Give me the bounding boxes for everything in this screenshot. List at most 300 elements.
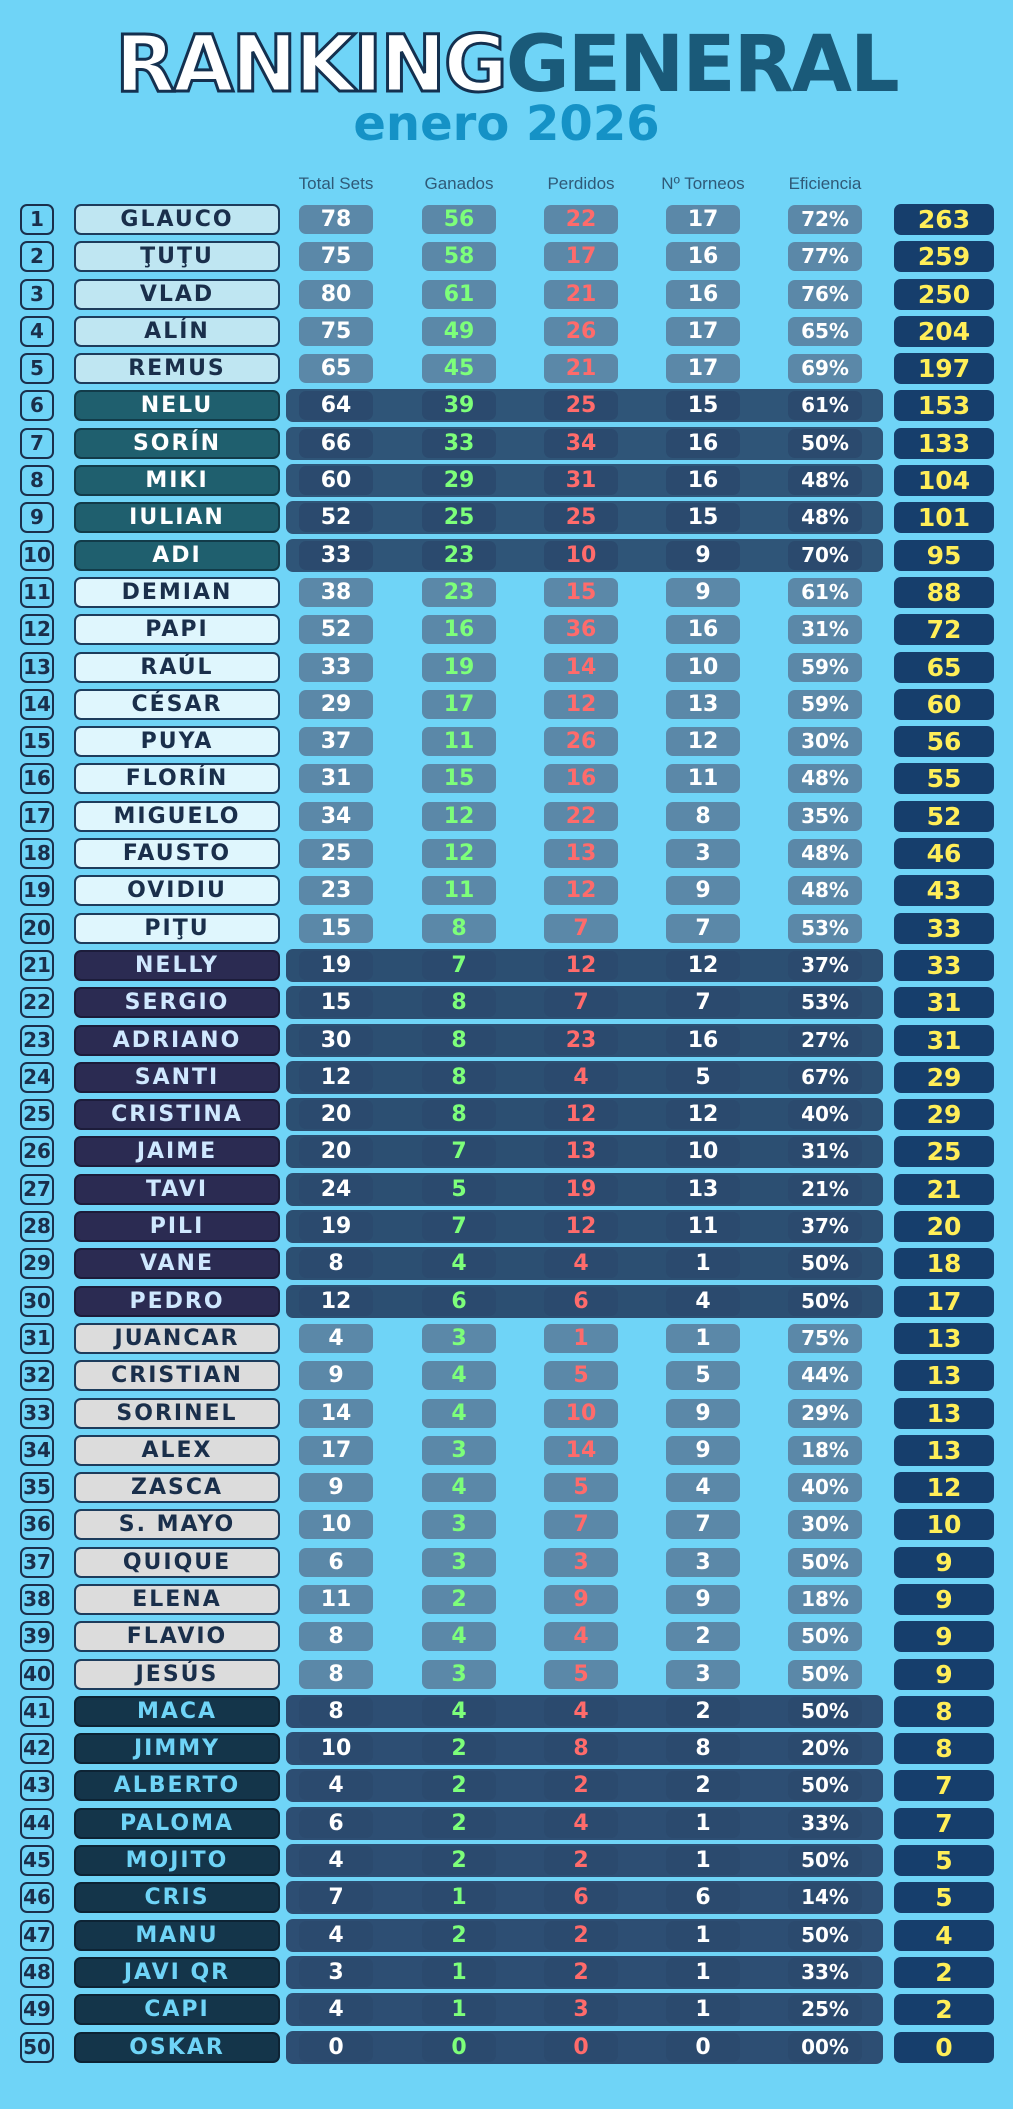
efficiency-cell: 53%	[788, 914, 862, 943]
table-row	[0, 1059, 1013, 1096]
total-sets-cell: 0	[299, 2033, 373, 2062]
total-sets-cell: 75	[299, 317, 373, 346]
tournaments-cell: 8	[666, 1734, 740, 1763]
rank-badge: 44	[20, 1808, 54, 1839]
tournaments-cell: 17	[666, 354, 740, 383]
efficiency-cell: 61%	[788, 578, 862, 607]
points-cell: 95	[894, 540, 994, 571]
table-row	[0, 1618, 1013, 1655]
player-name: FLAVIO	[74, 1621, 280, 1652]
tournaments-cell: 16	[666, 466, 740, 495]
won-cell: 2	[422, 1585, 496, 1614]
rank-badge: 11	[20, 577, 54, 608]
won-cell: 8	[422, 1026, 496, 1055]
points-cell: 72	[894, 614, 994, 645]
table-row	[0, 649, 1013, 686]
rank-badge: 13	[20, 652, 54, 683]
total-sets-cell: 66	[299, 429, 373, 458]
points-cell: 153	[894, 390, 994, 421]
won-cell: 7	[422, 1212, 496, 1241]
rank-badge: 31	[20, 1323, 54, 1354]
lost-cell: 7	[544, 914, 618, 943]
player-name: SORÍN	[74, 428, 280, 459]
rank-badge: 16	[20, 763, 54, 794]
points-cell: 2	[894, 1994, 994, 2025]
tournaments-cell: 13	[666, 1175, 740, 1204]
total-sets-cell: 6	[299, 1809, 373, 1838]
points-cell: 60	[894, 689, 994, 720]
total-sets-cell: 4	[299, 1324, 373, 1353]
player-name: CÉSAR	[74, 689, 280, 720]
player-name: CAPI	[74, 1994, 280, 2025]
tournaments-cell: 11	[666, 764, 740, 793]
total-sets-cell: 38	[299, 578, 373, 607]
tournaments-cell: 9	[666, 876, 740, 905]
rank-badge: 4	[20, 316, 54, 347]
table-row	[0, 1357, 1013, 1394]
won-cell: 23	[422, 578, 496, 607]
tournaments-cell: 4	[666, 1287, 740, 1316]
efficiency-cell: 50%	[788, 1622, 862, 1651]
rank-badge: 5	[20, 353, 54, 384]
lost-cell: 14	[544, 653, 618, 682]
player-name: ADRIANO	[74, 1025, 280, 1056]
lost-cell: 7	[544, 988, 618, 1017]
won-cell: 1	[422, 1883, 496, 1912]
rank-badge: 42	[20, 1733, 54, 1764]
won-cell: 56	[422, 205, 496, 234]
rank-badge: 37	[20, 1547, 54, 1578]
points-cell: 9	[894, 1659, 994, 1690]
tournaments-cell: 16	[666, 615, 740, 644]
lost-cell: 36	[544, 615, 618, 644]
won-cell: 3	[422, 1548, 496, 1577]
table-row	[0, 238, 1013, 275]
table-row	[0, 760, 1013, 797]
lost-cell: 2	[544, 1958, 618, 1987]
lost-cell: 6	[544, 1287, 618, 1316]
total-sets-cell: 60	[299, 466, 373, 495]
column-headers	[0, 174, 1013, 198]
total-sets-cell: 4	[299, 1771, 373, 1800]
player-name: REMUS	[74, 353, 280, 384]
table-row	[0, 425, 1013, 462]
efficiency-cell: 50%	[788, 1771, 862, 1800]
tournaments-cell: 1	[666, 1249, 740, 1278]
lost-cell: 12	[544, 1212, 618, 1241]
player-name: JIMMY	[74, 1733, 280, 1764]
table-row	[0, 499, 1013, 536]
table-row	[0, 947, 1013, 984]
efficiency-cell: 18%	[788, 1585, 862, 1614]
rank-badge: 19	[20, 875, 54, 906]
total-sets-cell: 33	[299, 541, 373, 570]
tournaments-cell: 8	[666, 802, 740, 831]
total-sets-cell: 15	[299, 914, 373, 943]
table-row	[0, 1469, 1013, 1506]
table-row	[0, 1395, 1013, 1432]
tournaments-cell: 1	[666, 1846, 740, 1875]
lost-cell: 19	[544, 1175, 618, 1204]
points-cell: 5	[894, 1845, 994, 1876]
tournaments-cell: 11	[666, 1212, 740, 1241]
lost-cell: 4	[544, 1809, 618, 1838]
lost-cell: 26	[544, 317, 618, 346]
efficiency-cell: 59%	[788, 690, 862, 719]
lost-cell: 1	[544, 1324, 618, 1353]
efficiency-cell: 50%	[788, 429, 862, 458]
won-cell: 33	[422, 429, 496, 458]
efficiency-cell: 50%	[788, 1249, 862, 1278]
efficiency-cell: 20%	[788, 1734, 862, 1763]
rank-badge: 41	[20, 1696, 54, 1727]
player-name: PILI	[74, 1211, 280, 1242]
tournaments-cell: 17	[666, 205, 740, 234]
player-name: CRISTIAN	[74, 1360, 280, 1391]
total-sets-cell: 8	[299, 1697, 373, 1726]
won-cell: 3	[422, 1324, 496, 1353]
efficiency-cell: 35%	[788, 802, 862, 831]
won-cell: 8	[422, 1100, 496, 1129]
points-cell: 12	[894, 1472, 994, 1503]
tournaments-cell: 16	[666, 280, 740, 309]
total-sets-cell: 52	[299, 615, 373, 644]
won-cell: 49	[422, 317, 496, 346]
points-cell: 10	[894, 1509, 994, 1540]
points-cell: 46	[894, 838, 994, 869]
rank-badge: 28	[20, 1211, 54, 1242]
efficiency-cell: 31%	[788, 615, 862, 644]
efficiency-cell: 76%	[788, 280, 862, 309]
points-cell: 17	[894, 1286, 994, 1317]
total-sets-cell: 17	[299, 1436, 373, 1465]
player-name: ŢUŢU	[74, 241, 280, 272]
rank-badge: 29	[20, 1248, 54, 1279]
player-name: ELENA	[74, 1584, 280, 1615]
rank-badge: 47	[20, 1920, 54, 1951]
rank-badge: 22	[20, 987, 54, 1018]
rank-badge: 15	[20, 726, 54, 757]
efficiency-cell: 14%	[788, 1883, 862, 1912]
tournaments-cell: 7	[666, 914, 740, 943]
table-row	[0, 1283, 1013, 1320]
lost-cell: 5	[544, 1473, 618, 1502]
table-row	[0, 1320, 1013, 1357]
lost-cell: 4	[544, 1249, 618, 1278]
efficiency-cell: 48%	[788, 839, 862, 868]
won-cell: 29	[422, 466, 496, 495]
won-cell: 0	[422, 2033, 496, 2062]
table-row	[0, 1767, 1013, 1804]
total-sets-cell: 4	[299, 1995, 373, 2024]
efficiency-cell: 48%	[788, 503, 862, 532]
header-eficiencia: Eficiencia	[788, 174, 862, 193]
total-sets-cell: 10	[299, 1510, 373, 1539]
won-cell: 12	[422, 802, 496, 831]
rank-badge: 18	[20, 838, 54, 869]
player-name: CRISTINA	[74, 1099, 280, 1130]
player-name: IULIAN	[74, 502, 280, 533]
total-sets-cell: 31	[299, 764, 373, 793]
player-name: GLAUCO	[74, 204, 280, 235]
lost-cell: 12	[544, 690, 618, 719]
points-cell: 9	[894, 1547, 994, 1578]
rank-badge: 14	[20, 689, 54, 720]
tournaments-cell: 13	[666, 690, 740, 719]
total-sets-cell: 29	[299, 690, 373, 719]
won-cell: 2	[422, 1921, 496, 1950]
page-subtitle: enero 2026	[353, 96, 660, 152]
lost-cell: 0	[544, 2033, 618, 2062]
table-row	[0, 798, 1013, 835]
total-sets-cell: 19	[299, 951, 373, 980]
total-sets-cell: 15	[299, 988, 373, 1017]
player-name: SERGIO	[74, 987, 280, 1018]
tournaments-cell: 9	[666, 1585, 740, 1614]
table-row	[0, 872, 1013, 909]
player-name: TAVI	[74, 1174, 280, 1205]
player-name: MIGUELO	[74, 801, 280, 832]
won-cell: 39	[422, 391, 496, 420]
tournaments-cell: 1	[666, 1324, 740, 1353]
lost-cell: 3	[544, 1548, 618, 1577]
points-cell: 13	[894, 1323, 994, 1354]
player-name: CRIS	[74, 1882, 280, 1913]
total-sets-cell: 24	[299, 1175, 373, 1204]
rank-badge: 32	[20, 1360, 54, 1391]
efficiency-cell: 77%	[788, 242, 862, 271]
table-row	[0, 1544, 1013, 1581]
points-cell: 2	[894, 1957, 994, 1988]
table-row	[0, 462, 1013, 499]
tournaments-cell: 3	[666, 1548, 740, 1577]
table-row	[0, 537, 1013, 574]
tournaments-cell: 15	[666, 503, 740, 532]
efficiency-cell: 69%	[788, 354, 862, 383]
lost-cell: 2	[544, 1771, 618, 1800]
won-cell: 5	[422, 1175, 496, 1204]
won-cell: 2	[422, 1734, 496, 1763]
table-row	[0, 1656, 1013, 1693]
points-cell: 204	[894, 316, 994, 347]
points-cell: 13	[894, 1398, 994, 1429]
table-row	[0, 2029, 1013, 2066]
won-cell: 8	[422, 988, 496, 1017]
lost-cell: 8	[544, 1734, 618, 1763]
won-cell: 2	[422, 1809, 496, 1838]
efficiency-cell: 37%	[788, 1212, 862, 1241]
efficiency-cell: 48%	[788, 876, 862, 905]
rank-badge: 20	[20, 913, 54, 944]
player-name: ALBERTO	[74, 1770, 280, 1801]
points-cell: 29	[894, 1099, 994, 1130]
table-row	[0, 1432, 1013, 1469]
efficiency-cell: 61%	[788, 391, 862, 420]
table-row	[0, 313, 1013, 350]
points-cell: 65	[894, 652, 994, 683]
won-cell: 7	[422, 1137, 496, 1166]
tournaments-cell: 3	[666, 839, 740, 868]
table-row	[0, 1581, 1013, 1618]
points-cell: 259	[894, 241, 994, 272]
total-sets-cell: 14	[299, 1399, 373, 1428]
tournaments-cell: 7	[666, 988, 740, 1017]
points-cell: 7	[894, 1770, 994, 1801]
won-cell: 4	[422, 1622, 496, 1651]
total-sets-cell: 8	[299, 1249, 373, 1278]
lost-cell: 6	[544, 1883, 618, 1912]
lost-cell: 13	[544, 839, 618, 868]
efficiency-cell: 50%	[788, 1697, 862, 1726]
lost-cell: 34	[544, 429, 618, 458]
won-cell: 45	[422, 354, 496, 383]
points-cell: 33	[894, 913, 994, 944]
won-cell: 17	[422, 690, 496, 719]
table-row	[0, 984, 1013, 1021]
tournaments-cell: 2	[666, 1697, 740, 1726]
lost-cell: 4	[544, 1697, 618, 1726]
table-row	[0, 1506, 1013, 1543]
efficiency-cell: 37%	[788, 951, 862, 980]
rank-badge: 1	[20, 204, 54, 235]
points-cell: 56	[894, 726, 994, 757]
points-cell: 20	[894, 1211, 994, 1242]
points-cell: 101	[894, 502, 994, 533]
efficiency-cell: 40%	[788, 1473, 862, 1502]
header-perdidos: Perdidos	[547, 174, 615, 193]
table-row	[0, 723, 1013, 760]
points-cell: 43	[894, 875, 994, 906]
total-sets-cell: 6	[299, 1548, 373, 1577]
total-sets-cell: 80	[299, 280, 373, 309]
total-sets-cell: 37	[299, 727, 373, 756]
lost-cell: 3	[544, 1995, 618, 2024]
player-name: NELLY	[74, 950, 280, 981]
won-cell: 4	[422, 1361, 496, 1390]
tournaments-cell: 17	[666, 317, 740, 346]
lost-cell: 14	[544, 1436, 618, 1465]
player-name: PALOMA	[74, 1808, 280, 1839]
lost-cell: 21	[544, 280, 618, 309]
rank-badge: 2	[20, 241, 54, 272]
player-name: ZASCA	[74, 1472, 280, 1503]
rank-badge: 43	[20, 1770, 54, 1801]
table-row	[0, 910, 1013, 947]
lost-cell: 10	[544, 541, 618, 570]
rank-badge: 6	[20, 390, 54, 421]
tournaments-cell: 5	[666, 1063, 740, 1092]
player-name: ALEX	[74, 1435, 280, 1466]
won-cell: 6	[422, 1287, 496, 1316]
lost-cell: 12	[544, 1100, 618, 1129]
total-sets-cell: 33	[299, 653, 373, 682]
tournaments-cell: 15	[666, 391, 740, 420]
rank-badge: 34	[20, 1435, 54, 1466]
tournaments-cell: 2	[666, 1622, 740, 1651]
points-cell: 31	[894, 1025, 994, 1056]
table-row	[0, 1991, 1013, 2028]
table-row	[0, 350, 1013, 387]
total-sets-cell: 9	[299, 1473, 373, 1502]
won-cell: 16	[422, 615, 496, 644]
lost-cell: 15	[544, 578, 618, 607]
player-name: JESÚS	[74, 1659, 280, 1690]
player-name: PIŢU	[74, 913, 280, 944]
rank-badge: 36	[20, 1509, 54, 1540]
efficiency-cell: 72%	[788, 205, 862, 234]
rank-badge: 17	[20, 801, 54, 832]
lost-cell: 21	[544, 354, 618, 383]
tournaments-cell: 12	[666, 951, 740, 980]
points-cell: 8	[894, 1696, 994, 1727]
points-cell: 104	[894, 465, 994, 496]
tournaments-cell: 7	[666, 1510, 740, 1539]
tournaments-cell: 1	[666, 1809, 740, 1838]
player-name: MOJITO	[74, 1845, 280, 1876]
efficiency-cell: 67%	[788, 1063, 862, 1092]
table-row	[0, 1917, 1013, 1954]
won-cell: 15	[422, 764, 496, 793]
table-row	[0, 387, 1013, 424]
tournaments-cell: 9	[666, 1399, 740, 1428]
won-cell: 61	[422, 280, 496, 309]
efficiency-cell: 40%	[788, 1100, 862, 1129]
total-sets-cell: 52	[299, 503, 373, 532]
title-general: GENERAL	[505, 20, 898, 110]
points-cell: 9	[894, 1584, 994, 1615]
tournaments-cell: 12	[666, 1100, 740, 1129]
tournaments-cell: 1	[666, 1921, 740, 1950]
rank-badge: 25	[20, 1099, 54, 1130]
points-cell: 13	[894, 1435, 994, 1466]
won-cell: 1	[422, 1995, 496, 2024]
player-name: JAIME	[74, 1136, 280, 1167]
efficiency-cell: 50%	[788, 1921, 862, 1950]
points-cell: 52	[894, 801, 994, 832]
total-sets-cell: 11	[299, 1585, 373, 1614]
won-cell: 11	[422, 727, 496, 756]
player-name: MIKI	[74, 465, 280, 496]
total-sets-cell: 34	[299, 802, 373, 831]
won-cell: 25	[422, 503, 496, 532]
tournaments-cell: 16	[666, 1026, 740, 1055]
total-sets-cell: 65	[299, 354, 373, 383]
tournaments-cell: 12	[666, 727, 740, 756]
won-cell: 2	[422, 1771, 496, 1800]
total-sets-cell: 4	[299, 1921, 373, 1950]
efficiency-cell: 50%	[788, 1287, 862, 1316]
tournaments-cell: 16	[666, 242, 740, 271]
efficiency-cell: 31%	[788, 1137, 862, 1166]
rank-badge: 50	[20, 2032, 54, 2063]
total-sets-cell: 3	[299, 1958, 373, 1987]
rank-badge: 49	[20, 1994, 54, 2025]
lost-cell: 23	[544, 1026, 618, 1055]
player-name: JAVI QR	[74, 1957, 280, 1988]
rank-badge: 24	[20, 1062, 54, 1093]
points-cell: 25	[894, 1136, 994, 1167]
player-name: SANTI	[74, 1062, 280, 1093]
total-sets-cell: 25	[299, 839, 373, 868]
table-row	[0, 1022, 1013, 1059]
efficiency-cell: 50%	[788, 1660, 862, 1689]
efficiency-cell: 25%	[788, 1995, 862, 2024]
lost-cell: 9	[544, 1585, 618, 1614]
player-name: NELU	[74, 390, 280, 421]
player-name: VANE	[74, 1248, 280, 1279]
won-cell: 4	[422, 1697, 496, 1726]
rank-badge: 46	[20, 1882, 54, 1913]
